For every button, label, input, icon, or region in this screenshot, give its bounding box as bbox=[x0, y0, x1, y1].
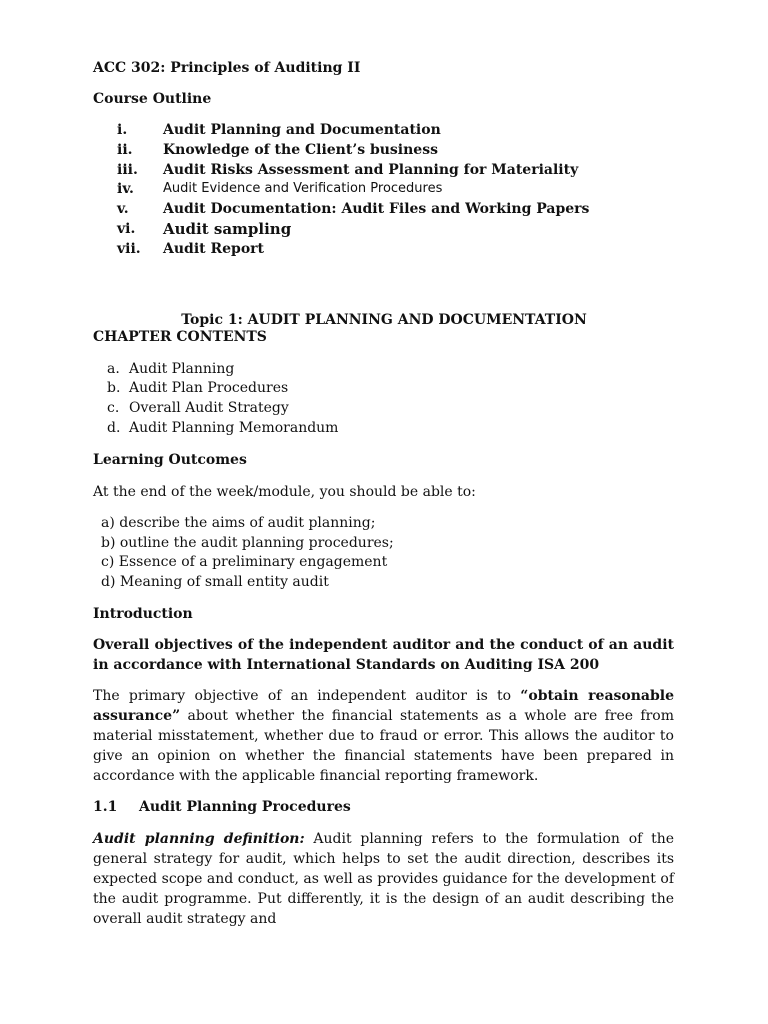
contents-letter: d. bbox=[107, 420, 121, 436]
learning-outcome-item: a) describe the aims of audit planning; bbox=[101, 515, 376, 531]
section-title: Audit Planning Procedures bbox=[139, 799, 351, 815]
learning-intro: At the end of the week/module, you should be able to: bbox=[93, 484, 476, 500]
outline-number: vii. bbox=[117, 241, 141, 257]
intro-paragraph-text: The primary objective of an independent auditor is to bbox=[93, 688, 521, 704]
outline-item: Audit Planning and Documentation bbox=[163, 122, 441, 138]
topic-heading: Topic 1: AUDIT PLANNING AND DOCUMENTATION bbox=[181, 312, 587, 328]
emphasis-text: “obtain reasonable assurance” bbox=[93, 688, 674, 724]
outline-item: Audit Report bbox=[163, 241, 265, 257]
definition-text: Audit planning refers to the formulation of the general strategy for audit, which helps to set the audit direction, describes its expected scope and conduct, as well as provides guidance for the development of the audit programme. Put differently, it is the design of an audit describing the overall audit strategy and bbox=[93, 831, 674, 927]
outline-item: Knowledge of the Client’s business bbox=[163, 142, 438, 158]
learning-outcome-item: c) Essence of a preliminary engagement bbox=[101, 554, 388, 570]
outline-number: i. bbox=[117, 122, 128, 138]
contents-letter: a. bbox=[107, 361, 120, 377]
outline-number: iv. bbox=[117, 181, 134, 197]
outline-number: ii. bbox=[117, 142, 133, 158]
intro-paragraph-text: about whether the financial statements as a whole are free from material misstatement, whether due to fraud or error. This allows the auditor to give an opinion on whether the financial statements have been prepared in accordance with the applicable financial reporting framework. bbox=[93, 708, 674, 784]
section-number: 1.1 bbox=[93, 799, 118, 815]
contents-letter: b. bbox=[107, 380, 121, 396]
outline-item: Audit Documentation: Audit Files and Working Papers bbox=[163, 201, 590, 217]
outline-number: vi. bbox=[117, 221, 136, 237]
definition-term: Audit planning definition: bbox=[93, 831, 305, 847]
course-outline-heading: Course Outline bbox=[93, 91, 212, 107]
learning-outcome-item: d) Meaning of small entity audit bbox=[101, 574, 329, 590]
chapter-contents-heading: CHAPTER CONTENTS bbox=[93, 329, 267, 345]
contents-item: Audit Plan Procedures bbox=[129, 380, 289, 396]
contents-item: Overall Audit Strategy bbox=[129, 400, 289, 416]
objectives-heading: Overall objectives of the independent auditor and the conduct of an audit in accordance with International Standards on Auditing ISA 200 bbox=[93, 637, 674, 673]
definition-paragraph bbox=[93, 829, 674, 929]
contents-letter: c. bbox=[107, 400, 120, 416]
course-title: ACC 302: Principles of Auditing II bbox=[93, 60, 361, 76]
outline-item: Audit Risks Assessment and Planning for Materiality bbox=[163, 162, 579, 178]
outline-number: v. bbox=[117, 201, 129, 217]
outline-number: iii. bbox=[117, 162, 138, 178]
outline-item: Audit sampling bbox=[163, 220, 292, 238]
learning-outcomes-heading: Learning Outcomes bbox=[93, 452, 247, 468]
intro-paragraph bbox=[93, 686, 674, 786]
contents-item: Audit Planning bbox=[129, 361, 235, 377]
learning-outcome-item: b) outline the audit planning procedures; bbox=[101, 535, 394, 551]
introduction-heading: Introduction bbox=[93, 606, 193, 622]
contents-item: Audit Planning Memorandum bbox=[129, 420, 339, 436]
outline-item: Audit Evidence and Verification Procedures bbox=[163, 181, 443, 196]
